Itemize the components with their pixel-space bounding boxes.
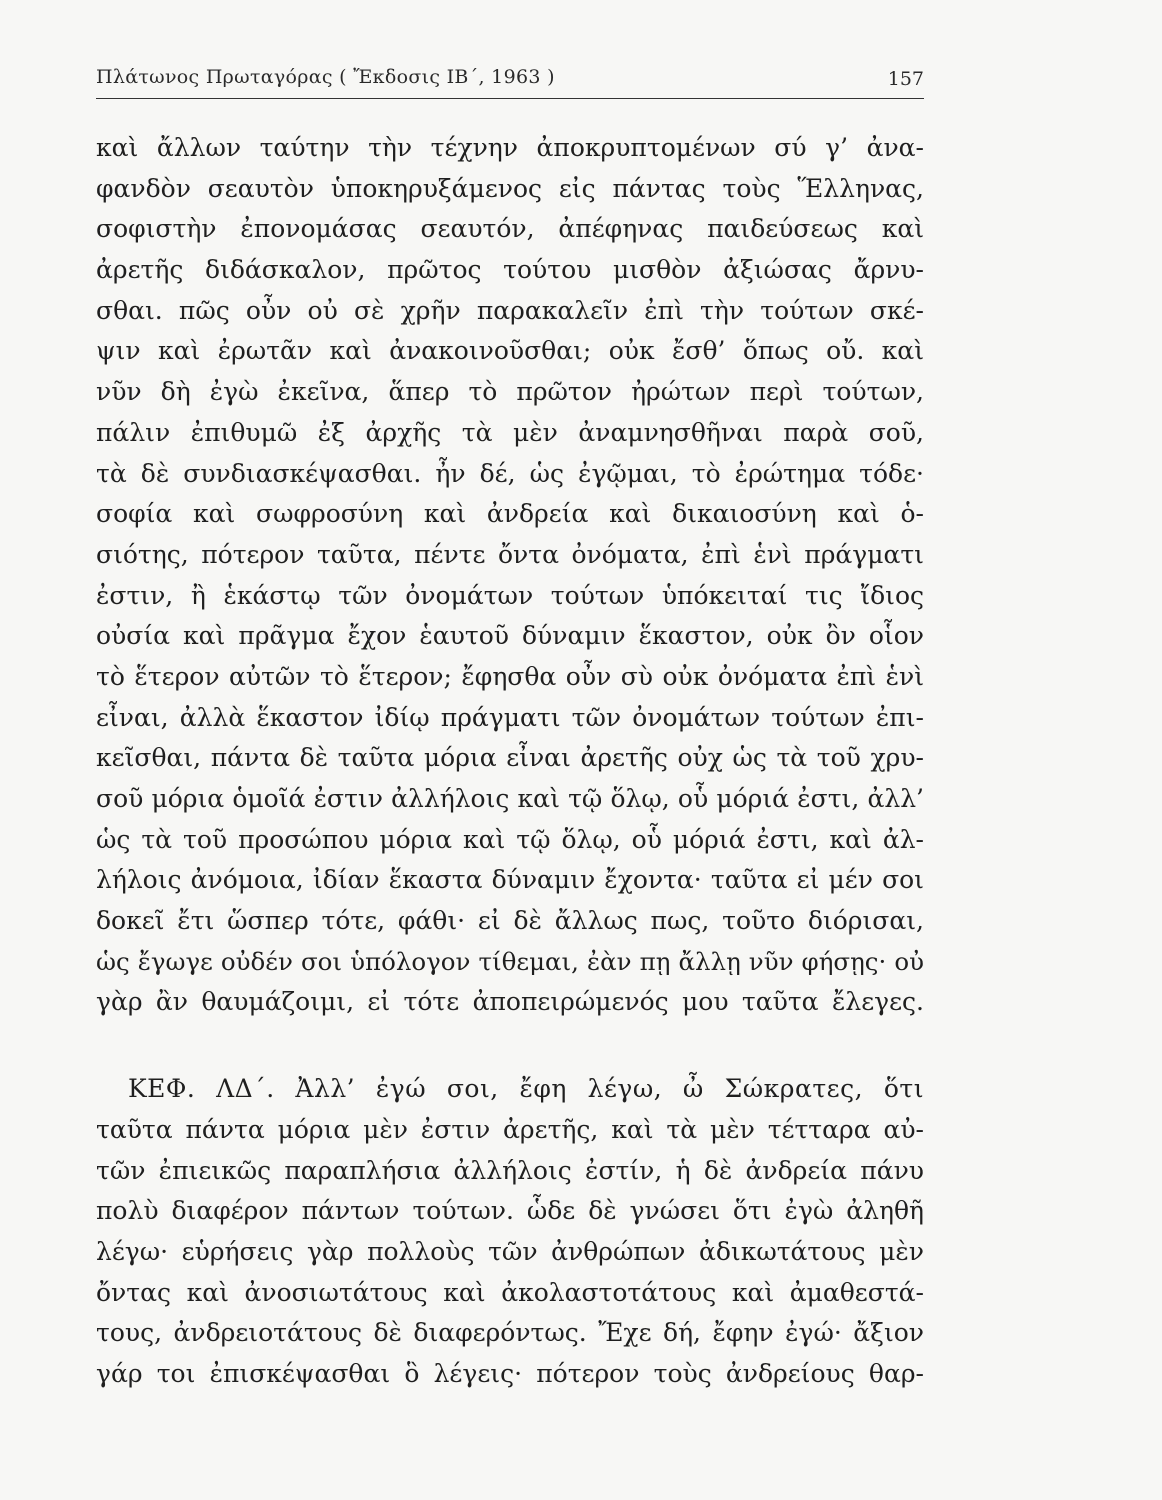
text-line: οὐσία καὶ πρᾶγμα ἔχον ἑαυτοῦ δύναμιν ἕκαστον, οὐκ ὂν οἷον	[96, 621, 924, 651]
running-head	[96, 62, 924, 99]
text-line: σοῦ μόρια ὁμοῖά ἐστιν ἀλλήλοις καὶ τῷ ὅλῳ, οὗ μόριά ἐστι, ἀλλ’	[96, 784, 924, 813]
text-line: ψιν καὶ ἐρωτᾶν καὶ ἀνακοινοῦσθαι; οὐκ ἔσθ’ ὅπως οὔ. καὶ	[96, 336, 924, 366]
text-line: πάλιν ἐπιθυμῶ ἐξ ἀρχῆς τὰ μὲν ἀναμνησθῆναι παρὰ σοῦ,	[96, 417, 924, 447]
text-line: πολὺ διαφέρον πάντων τούτων. ὧδε δὲ γνώσει ὅτι ἐγὼ ἀληθῆ	[96, 1196, 924, 1226]
text-line: σοφία καὶ σωφροσύνη καὶ ἀνδρεία καὶ δικαιοσύνη καὶ ὁ-	[96, 499, 924, 529]
text-line: λέγω· εὑρήσεις γὰρ πολλοὺς τῶν ἀνθρώπων ἀδικωτάτους μὲν	[96, 1236, 924, 1266]
text-line: φανδὸν σεαυτὸν ὑποκηρυξάμενος εἰς πάντας τοὺς Ἕλληνας,	[96, 173, 924, 203]
text-line: τὸ ἕτερον αὐτῶν τὸ ἕτερον; ἔφησθα οὖν σὺ οὐκ ὀνόματα ἐπὶ ἑνὶ	[96, 661, 924, 691]
text-line: τῶν ἐπιεικῶς παραπλήσια ἀλλήλοις ἐστίν, ἡ δὲ ἀνδρεία πάνυ	[96, 1155, 924, 1185]
text-line: κεῖσθαι, πάντα δὲ ταῦτα μόρια εἶναι ἀρετῆς οὐχ ὡς τὰ τοῦ χρυ-	[96, 743, 924, 773]
body-text	[96, 128, 924, 1395]
chapter-heading-line: ΚΕΦ. ΛΔ΄. Ἀλλ’ ἐγώ σοι, ἔφη λέγω, ὦ Σώκρατες, ὅτι	[128, 1074, 924, 1104]
text-line: λήλοις ἀνόμοια, ἰδίαν ἕκαστα δύναμιν ἔχοντα· ταῦτα εἰ μέν σοι	[96, 865, 924, 895]
text-line: σοφιστὴν ἐπονομάσας σεαυτόν, ἀπέφηνας παιδεύσεως καὶ	[96, 214, 924, 244]
text-line: καὶ ἄλλων ταύτην τὴν τέχνην ἀποκρυπτομένων σύ γ’ ἀνα-	[96, 133, 924, 162]
text-line: ὡς τὰ τοῦ προσώπου μόρια καὶ τῷ ὅλῳ, οὗ μόριά ἐστι, καὶ ἀλ-	[96, 824, 924, 854]
text-line: γάρ τοι ἐπισκέψασθαι ὃ λέγεις· πότερον τοὺς ἀνδρείους θαρ-	[96, 1358, 924, 1388]
text-line: εἶναι, ἀλλὰ ἕκαστον ἰδίῳ πράγματι τῶν ὀνομάτων τούτων ἐπι-	[96, 702, 924, 732]
text-line: ἐστιν, ἢ ἑκάστῳ τῶν ὀνομάτων τούτων ὑπόκειταί τις ἴδιος	[96, 580, 924, 610]
text-line: δοκεῖ ἔτι ὥσπερ τότε, φάθι· εἰ δὲ ἄλλως πως, τοῦτο διόρισαι,	[96, 906, 924, 936]
text-line: τὰ δὲ συνδιασκέψασθαι. ἦν δέ, ὡς ἐγῷμαι, τὸ ἐρώτημα τόδε·	[96, 458, 924, 488]
page-number: 157	[887, 68, 924, 90]
running-title: Πλάτωνος Πρωταγόρας ( Ἔκδοσις ΙΒ΄, 1963 )	[96, 66, 555, 88]
paragraph-2	[96, 1069, 924, 1395]
text-line: γὰρ ἂν θαυμάζοιμι, εἰ τότε ἀποπειρώμενός μου ταῦτα ἔλεγες.	[96, 987, 924, 1017]
text-line: ὄντας καὶ ἀνοσιωτάτους καὶ ἀκολαστοτάτους καὶ ἀμαθεστά-	[96, 1277, 924, 1307]
paragraph-1	[96, 128, 924, 1023]
text-line: ταῦτα πάντα μόρια μὲν ἐστιν ἀρετῆς, καὶ τὰ μὲν τέτταρα αὐ-	[96, 1114, 924, 1144]
text-line: σιότης, πότερον ταῦτα, πέντε ὄντα ὀνόματα, ἐπὶ ἑνὶ πράγματι	[96, 539, 924, 569]
text-line: τους, ἀνδρειοτάτους δὲ διαφερόντως. Ἔχε δή, ἔφην ἐγώ· ἄξιον	[96, 1318, 924, 1348]
text-line: ὡς ἔγωγε οὐδέν σοι ὑπόλογον τίθεμαι, ἐὰν πῃ ἄλλῃ νῦν φήσῃς· οὐ	[96, 946, 924, 976]
paragraph-gap	[96, 1023, 924, 1069]
text-line: νῦν δὴ ἐγὼ ἐκεῖνα, ἅπερ τὸ πρῶτον ἠρώτων περὶ τούτων,	[96, 377, 924, 407]
text-line: σθαι. πῶς οὖν οὐ σὲ χρῆν παρακαλεῖν ἐπὶ τὴν τούτων σκέ-	[96, 295, 924, 325]
text-line: ἀρετῆς διδάσκαλον, πρῶτος τούτου μισθὸν ἀξιώσας ἄρνυ-	[96, 255, 924, 285]
